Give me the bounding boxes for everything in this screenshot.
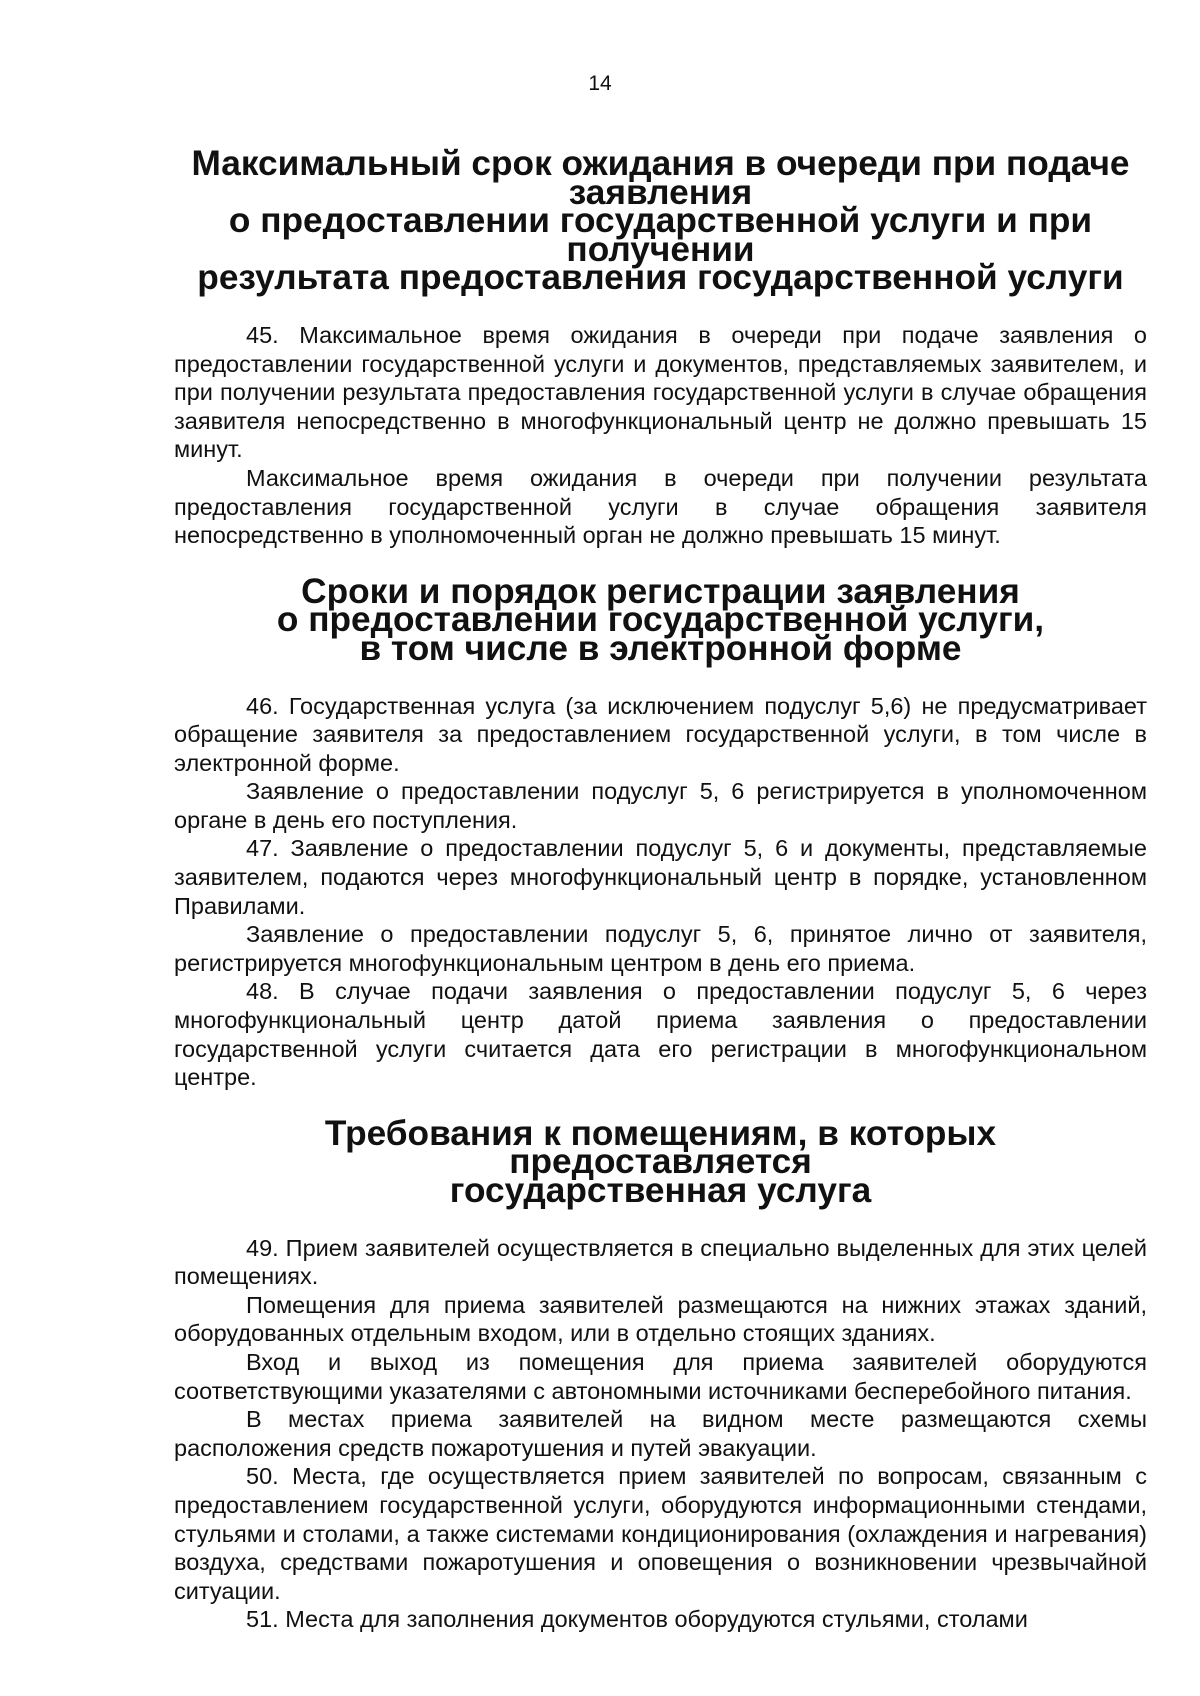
paragraph: 47. Заявление о предоставлении подуслуг 5, 6 и документы, представляемые заявителем, подаются через многофункциональный центр в порядке, установленном Правилами. <box>174 835 1147 919</box>
paragraph: Заявление о предоставлении подуслуг 5, 6, принятое лично от заявителя, регистрируется многофункциональным центром в день его приема. <box>174 921 1147 976</box>
heading-line: Требования к помещениям, в которых предоставляется <box>324 1113 997 1182</box>
heading-line: о предоставлении государственной услуги и при получении <box>228 201 1093 269</box>
heading-line: в том числе в электронной форме <box>359 628 962 668</box>
paragraph: Помещения для приема заявителей размещаются на нижних этажах зданий, оборудованных отдельным входом, или в отдельно стоящих зданиях. <box>174 1291 1147 1347</box>
heading-line: Максимальный срок ожидания в очереди при подаче заявления <box>191 144 1130 212</box>
paragraph: 49. Прием заявителей осуществляется в специально выделенных для этих целей помещениях. <box>174 1234 1147 1290</box>
paragraph: Максимальное время ожидания в очереди при получении результата предоставления государственной услуги в случае обращения заявителя непосредственно в уполномоченный орган не должно превышать 15 минут. <box>174 464 1147 549</box>
heading-line: результата предоставления государственной услуги <box>197 258 1124 298</box>
section-heading <box>174 571 1147 668</box>
heading-line: государственная услуга <box>449 1171 872 1210</box>
paragraph: 46. Государственная услуга (за исключением подуслуг 5,6) не предусматривает обращение заявителя за предоставлением государственной услуги, в том числе в электронной форме. <box>174 692 1147 776</box>
heading-line: о предоставлении государственной услуги, <box>276 600 1045 640</box>
heading-line: Сроки и порядок регистрации заявления <box>301 571 1020 611</box>
page-number: 14 <box>588 72 612 95</box>
paragraph: 45. Максимальное время ожидания в очереди при подаче заявления о предоставлении государственной услуги и документов, представляемых заявителем, и при получении результата предоставления государственной услуги в случае обращения заявителя непосредственно в многофункциональный центр не должно превышать 15 минут. <box>174 321 1147 463</box>
paragraph: 48. В случае подачи заявления о предоставлении подуслуг 5, 6 через многофункциональный центр датой приема заявления о предоставлении государственной услуги считается дата его регистрации в многофункциональном центре. <box>174 978 1147 1091</box>
section-heading <box>174 144 1147 298</box>
section-premises <box>174 1113 1147 1634</box>
section-waiting-time <box>174 144 1147 550</box>
document-body <box>174 144 1147 1634</box>
paragraph: 50. Места, где осуществляется прием заявителей по вопросам, связанным с предоставлением государственной услуги, оборудуются информационными стендами, стульями и столами, а также системами кондиционирования (охлаждения и нагревания) воздуха, средствами пожаротушения и оповещения о возникновении чрезвычайной ситуации. <box>174 1463 1147 1604</box>
paragraph: Вход и выход из помещения для приема заявителей оборудуются соответствующими указателями с автономными источниками бесперебойного питания. <box>174 1348 1147 1404</box>
paragraph: Заявление о предоставлении подуслуг 5, 6 регистрируется в уполномоченном органе в день его поступления. <box>174 778 1147 833</box>
paragraph: 51. Места для заполнения документов оборудуются стульями, столами <box>246 1606 1028 1633</box>
paragraph: В местах приема заявителей на видном месте размещаются схемы расположения средств пожаротушения и путей эвакуации. <box>174 1406 1147 1461</box>
section-registration <box>174 571 1147 1092</box>
section-heading <box>174 1113 1147 1210</box>
